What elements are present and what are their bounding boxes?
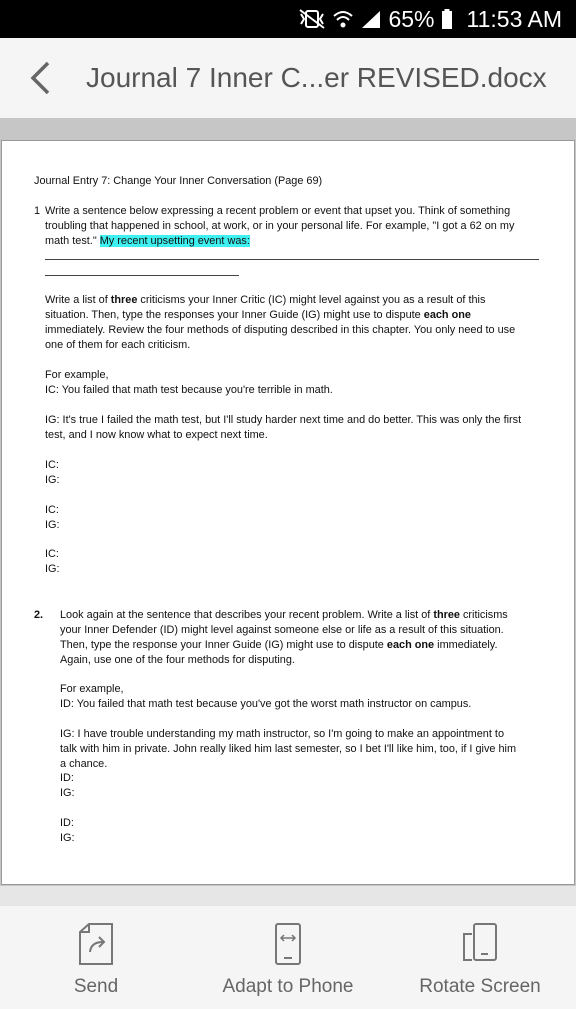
wifi-icon	[332, 9, 354, 29]
adapt-to-phone-button[interactable]	[192, 906, 384, 1009]
document-title: Journal 7 Inner C...er REVISED.docx	[86, 62, 547, 93]
rotate-screen-icon	[460, 922, 500, 966]
clock: 11:53 AM	[466, 5, 562, 32]
example-ig-line-1: IG: It's true I failed the math test, but I'll study harder next time and do better. This was only the first	[45, 414, 522, 426]
item-1-number: 1	[34, 205, 41, 217]
document-viewport[interactable]	[0, 140, 576, 886]
ig-label: IG:	[45, 474, 60, 486]
send-label: Send	[73, 976, 119, 997]
battery-percent: 65%	[388, 5, 435, 32]
item-2-line-3: Then, type the response your Inner Guide (IG) might use to dispute each one immediately.	[60, 639, 498, 651]
example-ig-line-2: talk with him in private. John really liked him last semester, so I bet I'll like him, too, if I give him	[60, 743, 517, 755]
highlighted-prompt: My recent upsetting event was:	[99, 235, 250, 247]
ic-label: IC:	[45, 548, 59, 560]
bottom-toolbar	[0, 906, 576, 1009]
rotate-screen-label: Rotate Screen	[419, 976, 541, 997]
ic-instruction-line-4: one of them for each criticism.	[45, 339, 191, 351]
example-label: For example,	[60, 683, 124, 695]
back-button[interactable]	[0, 38, 80, 118]
adapt-to-phone-label: Adapt to Phone	[222, 976, 354, 997]
viewer-bottom-margin	[0, 886, 576, 906]
phone-fit-icon	[272, 922, 304, 966]
answer-line	[45, 275, 239, 276]
battery-icon	[441, 8, 453, 30]
item-1-line-1: Write a sentence below expressing a recent problem or event that upset you. Think of something	[45, 205, 511, 217]
example-ig-line-1: IG: I have trouble understanding my math instructor, so I'm going to make an appointment to	[60, 728, 504, 740]
item-2-line-1: Look again at the sentence that describes your recent problem. Write a list of three criticisms	[60, 609, 508, 621]
ig-label: IG:	[60, 832, 75, 844]
example-ig-line-2: test, and I now know what to expect next time.	[45, 429, 268, 441]
example-id: ID: You failed that math test because you've got the worst math instructor on campus.	[60, 698, 472, 710]
example-ig-line-3: a chance.	[60, 758, 108, 770]
example-label: For example,	[45, 369, 109, 381]
item-2-line-4: Again, use one of the four methods for disputing.	[60, 654, 295, 666]
item-2-number: 2.	[34, 609, 44, 621]
item-1-line-2: troubling that happened in school, at work, or in your personal life. For example, "I got a 62 on my	[45, 220, 515, 232]
example-ic: IC: You failed that math test because you're terrible in math.	[45, 384, 333, 396]
status-bar	[0, 0, 576, 38]
answer-line	[45, 259, 539, 260]
ic-label: IC:	[45, 459, 59, 471]
ig-label: IG:	[45, 519, 60, 531]
id-label: ID:	[60, 772, 74, 784]
ig-label: IG:	[60, 787, 75, 799]
item-1-line-3: math test." My recent upsetting event was:	[45, 235, 250, 247]
viewer-top-margin	[0, 118, 576, 140]
id-label: ID:	[60, 817, 74, 829]
mute-vibrate-icon	[298, 8, 326, 30]
send-button[interactable]	[0, 906, 192, 1009]
ic-instruction-line-3: immediately. Review the four methods of disputing described in this chapter. You only need to use	[45, 324, 516, 336]
ig-label: IG:	[45, 563, 60, 575]
ic-label: IC:	[45, 504, 59, 516]
signal-icon	[360, 9, 382, 29]
rotate-screen-button[interactable]	[384, 906, 576, 1009]
document-page	[1, 140, 575, 885]
share-icon	[76, 922, 116, 966]
ic-instruction-line-1: Write a list of three criticisms your Inner Critic (IC) might level against you as a result of this	[45, 294, 486, 306]
ic-instruction-line-2: situation. Then, type the responses your Inner Guide (IG) might use to dispute each one	[45, 309, 471, 321]
journal-heading: Journal Entry 7: Change Your Inner Conversation (Page 69)	[34, 175, 323, 187]
app-bar	[0, 38, 576, 118]
back-arrow-icon	[29, 60, 51, 96]
item-2-line-2: your Inner Defender (ID) might level against someone else or life as a result of this situation.	[60, 624, 504, 636]
